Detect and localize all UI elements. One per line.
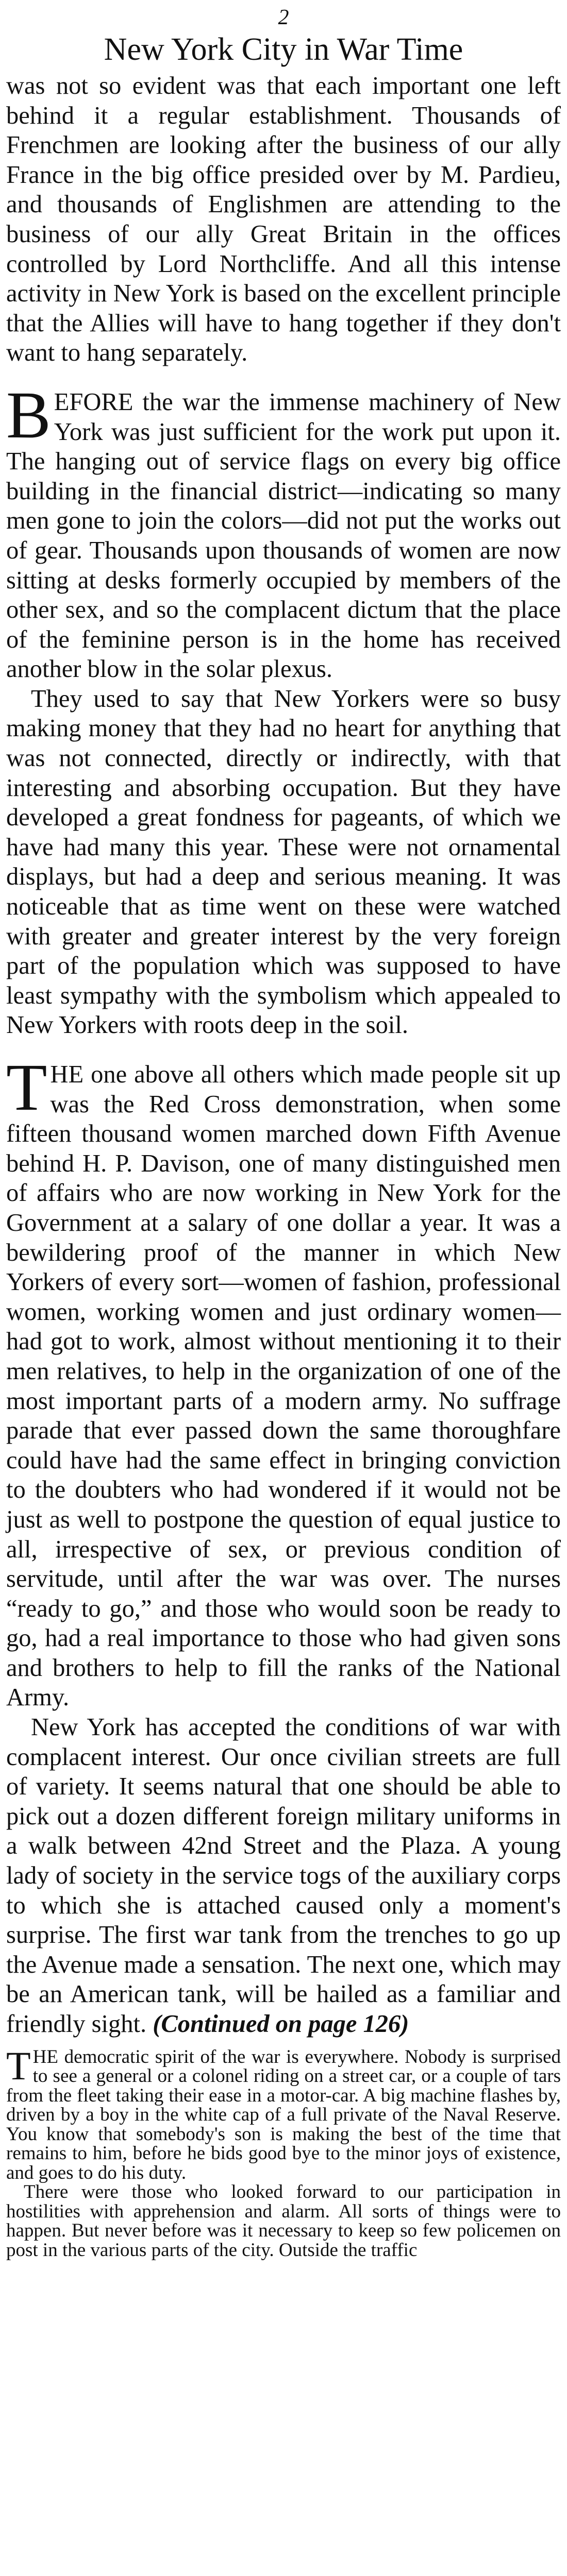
page-number: 2 [278,6,289,29]
paragraph-before-the-war [6,378,561,684]
paragraph-pageants: They used to say that New Yorkers were so busy making money that they had no heart for anything that was not connected, directly or indirectly, with that interesting and absorbing occupation. But they have developed a great fondness for pageants, of which we have had many this year. These were not ornamental displays, but had a deep and serious meaning. It was noticeable that as time went on these were watched with greater and greater interest by the very foreign part of the population which was supposed to have least sympathy with the symbolism which appealed to New Yorkers with roots deep in the soil. [6,685,561,1039]
running-head: New York City in War Time [104,32,463,67]
drop-cap: B [6,378,51,452]
paragraph-text: HE democratic spirit of the war is everywhere. Nobody is surprised to see a general or a colonel riding on a street car, or a couple of tars from the fleet taking their ease in a motor-car. A big machine flashes by, driven by a boy in the white cap of a full private of the Naval Reserve. You know that somebody's son is making the best of the time that remains to him, before he bids good bye to the minor joys of existence, and goes to do his duty. [6,2046,561,2183]
paragraph-intro: was not so evident was that each important one left behind it a regular establishment. Thousands of Frenchmen are looking after the business of our ally France in the big office presided over by M. Pardieu, and thousands of Englishmen are attending to the business of our ally Great Britain in the offices controlled by Lord Northcliffe. And all this intense activity in New York is based on the excellent principle that the Allies will have to hang together if they don't want to hang separately. [6,72,561,367]
box-paragraph-democratic [6,2043,561,2183]
paragraph-text: New York has accepted the conditions of war with complacent interest. Our once civilian streets are full of variety. It seems natural that one should be able to pick out a dozen different foreign military uniforms in a walk between 42nd Street and the Plaza. A young lady of society in the service togs of the auxiliary corps to which she is attached caused only a moment's surprise. The first war tank from the trenches to go up the Avenue made a sensation. The next one, which may be an American tank, will be hailed as a familiar and friendly sight. [6,1714,561,2038]
box-paragraph-hostilities: There were those who looked forward to our participation in hostilities with apprehension and alarm. All sorts of things were to happen. But never before was it necessary to keep so few policemen on post in the various parts of the city. Outside the traffic [6,2181,561,2261]
footer-site-name [0,2570,567,2576]
paragraph-red-cross [6,1050,561,1713]
paragraph-text: EFORE the war the immense machinery of New York was just sufficient for the work put upon it. The hanging out of service flags on every big office building in the financial district—indicating so many men gone to join the colors—did not put the works out of gear. Thousands upon thousands of women are now sitting at desks formerly occupied by members of the other sex, and so the complacent dictum that the place of the feminine person is in the home has received another blow in the solar plexus. [6,388,561,683]
article-body [6,71,561,2039]
paragraph-text: HE one above all others which made people sit up was the Red Cross demonstration, when some fifteen thousand women marched down Fifth Avenue behind H. P. Davison, one of many distinguished men of affairs who are now working in New York for the Government at a salary of one dollar a year. It was a bewildering proof of the manner in which New Yorkers of every sort—women of fashion, professional women, working women and just ordinary women—had got to work, almost without mentioning it to their men relatives, to help in the organization of one of the most important parts of a modern army. No suffrage parade that ever passed down the same thoroughfare could have had the same effect in bringing conviction to the doubters who had wondered if it would not be just as well to postpone the question of equal justice to all, irrespective of sex, or previous condition of servitude, until after the war was over. The nurses “ready to go,” and those who would soon be ready to go, had a real importance to those who had given sons and brothers to help to fill the ranks of the National Army. [6,1061,561,1711]
drop-cap: T [6,1050,47,1125]
continued-note: (Continued on page 126) [153,2010,409,2038]
sidebar-box [6,2043,561,2261]
paragraph-conditions [6,1713,561,2039]
drop-cap: T [6,2043,31,2088]
